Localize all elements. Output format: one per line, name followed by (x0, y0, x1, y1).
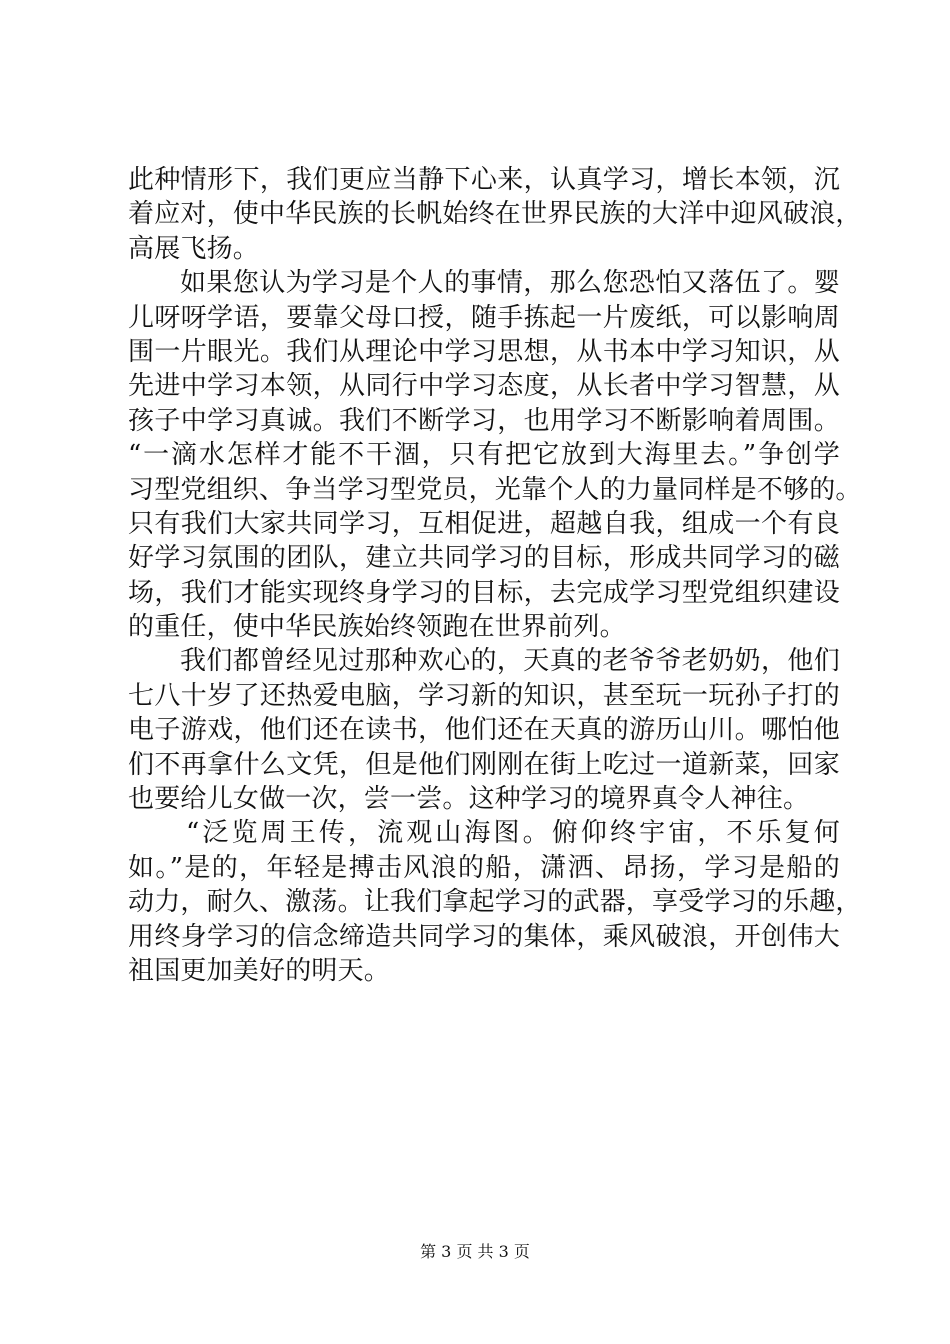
paragraph-2-line-2: 儿呀呀学语，要靠父母口授，随手拣起一片废纸，可以影响周 (128, 302, 840, 333)
paragraph-2-line-11: 的重任，使中华民族始终领跑在世界前列。 (128, 612, 626, 643)
paragraph-3-line-3: 电子游戏，他们还在读书，他们还在天真的游历山川。哪怕他 (128, 715, 840, 746)
paragraph-2-line-3: 围一片眼光。我们从理论中学习思想，从书本中学习知识，从 (128, 336, 840, 367)
paragraph-4-line-2: 如。”是的，年轻是搏击风浪的船，潇洒、昂扬，学习是船的 (128, 852, 840, 883)
paragraph-2-line-4: 先进中学习本领，从同行中学习态度，从长者中学习智慧，从 (128, 371, 840, 402)
paragraph-1-line-1: 此种情形下，我们更应当静下心来，认真学习，增长本领，沉 (128, 165, 840, 195)
paragraph-4-line-4: 用终身学习的信念缔造共同学习的集体，乘风破浪，开创伟大 (128, 921, 840, 952)
paragraph-2-line-6: “一滴水怎样才能不干涸，只有把它放到大海里去。”争创学 (128, 440, 840, 471)
paragraph-3-line-4: 们不再拿什么文凭，但是他们刚刚在街上吃过一道新菜，回家 (128, 749, 840, 780)
paragraph-1-line-2: 着应对，使中华民族的长帆始终在世界民族的大洋中迎风破浪， (128, 199, 862, 230)
paragraph-2-line-10: 场，我们才能实现终身学习的目标，去完成学习型党组织建设 (128, 577, 840, 608)
paragraph-2-line-1: 如果您认为学习是个人的事情，那么您恐怕又落伍了。婴 (180, 268, 840, 299)
paragraph-4-line-5: 祖国更加美好的明天。 (128, 955, 391, 986)
paragraph-3-line-2: 七八十岁了还热爱电脑，学习新的知识，甚至玩一玩孙子打的 (128, 680, 840, 711)
paragraph-2-line-9: 好学习氛围的团队，建立共同学习的目标，形成共同学习的磁 (128, 543, 840, 574)
paragraph-2-line-7: 习型党组织、争当学习型党员，光靠个人的力量同样是不够的。 (128, 474, 862, 505)
paragraph-2-line-5: 孩子中学习真诚。我们不断学习，也用学习不断影响着周围。 (128, 405, 840, 436)
page-number-footer: 第 3 页 共 3 页 (420, 1242, 530, 1261)
paragraph-1-line-3: 高展飞扬。 (128, 233, 260, 264)
document-body (128, 163, 862, 988)
paragraph-3-line-1: 我们都曾经见过那种欢心的，天真的老爷爷老奶奶，他们 (180, 646, 840, 677)
paragraph-4-line-3: 动力，耐久、激荡。让我们拿起学习的武器，享受学习的乐趣， (128, 887, 862, 918)
paragraph-2-line-8: 只有我们大家共同学习，互相促进，超越自我，组成一个有良 (128, 508, 840, 539)
paragraph-3-line-5: 也要给儿女做一次，尝一尝。这种学习的境界真令人神往。 (128, 784, 810, 815)
paragraph-4-line-1: “泛览周王传，流观山海图。俯仰终宇宙，不乐复何 (186, 818, 840, 849)
